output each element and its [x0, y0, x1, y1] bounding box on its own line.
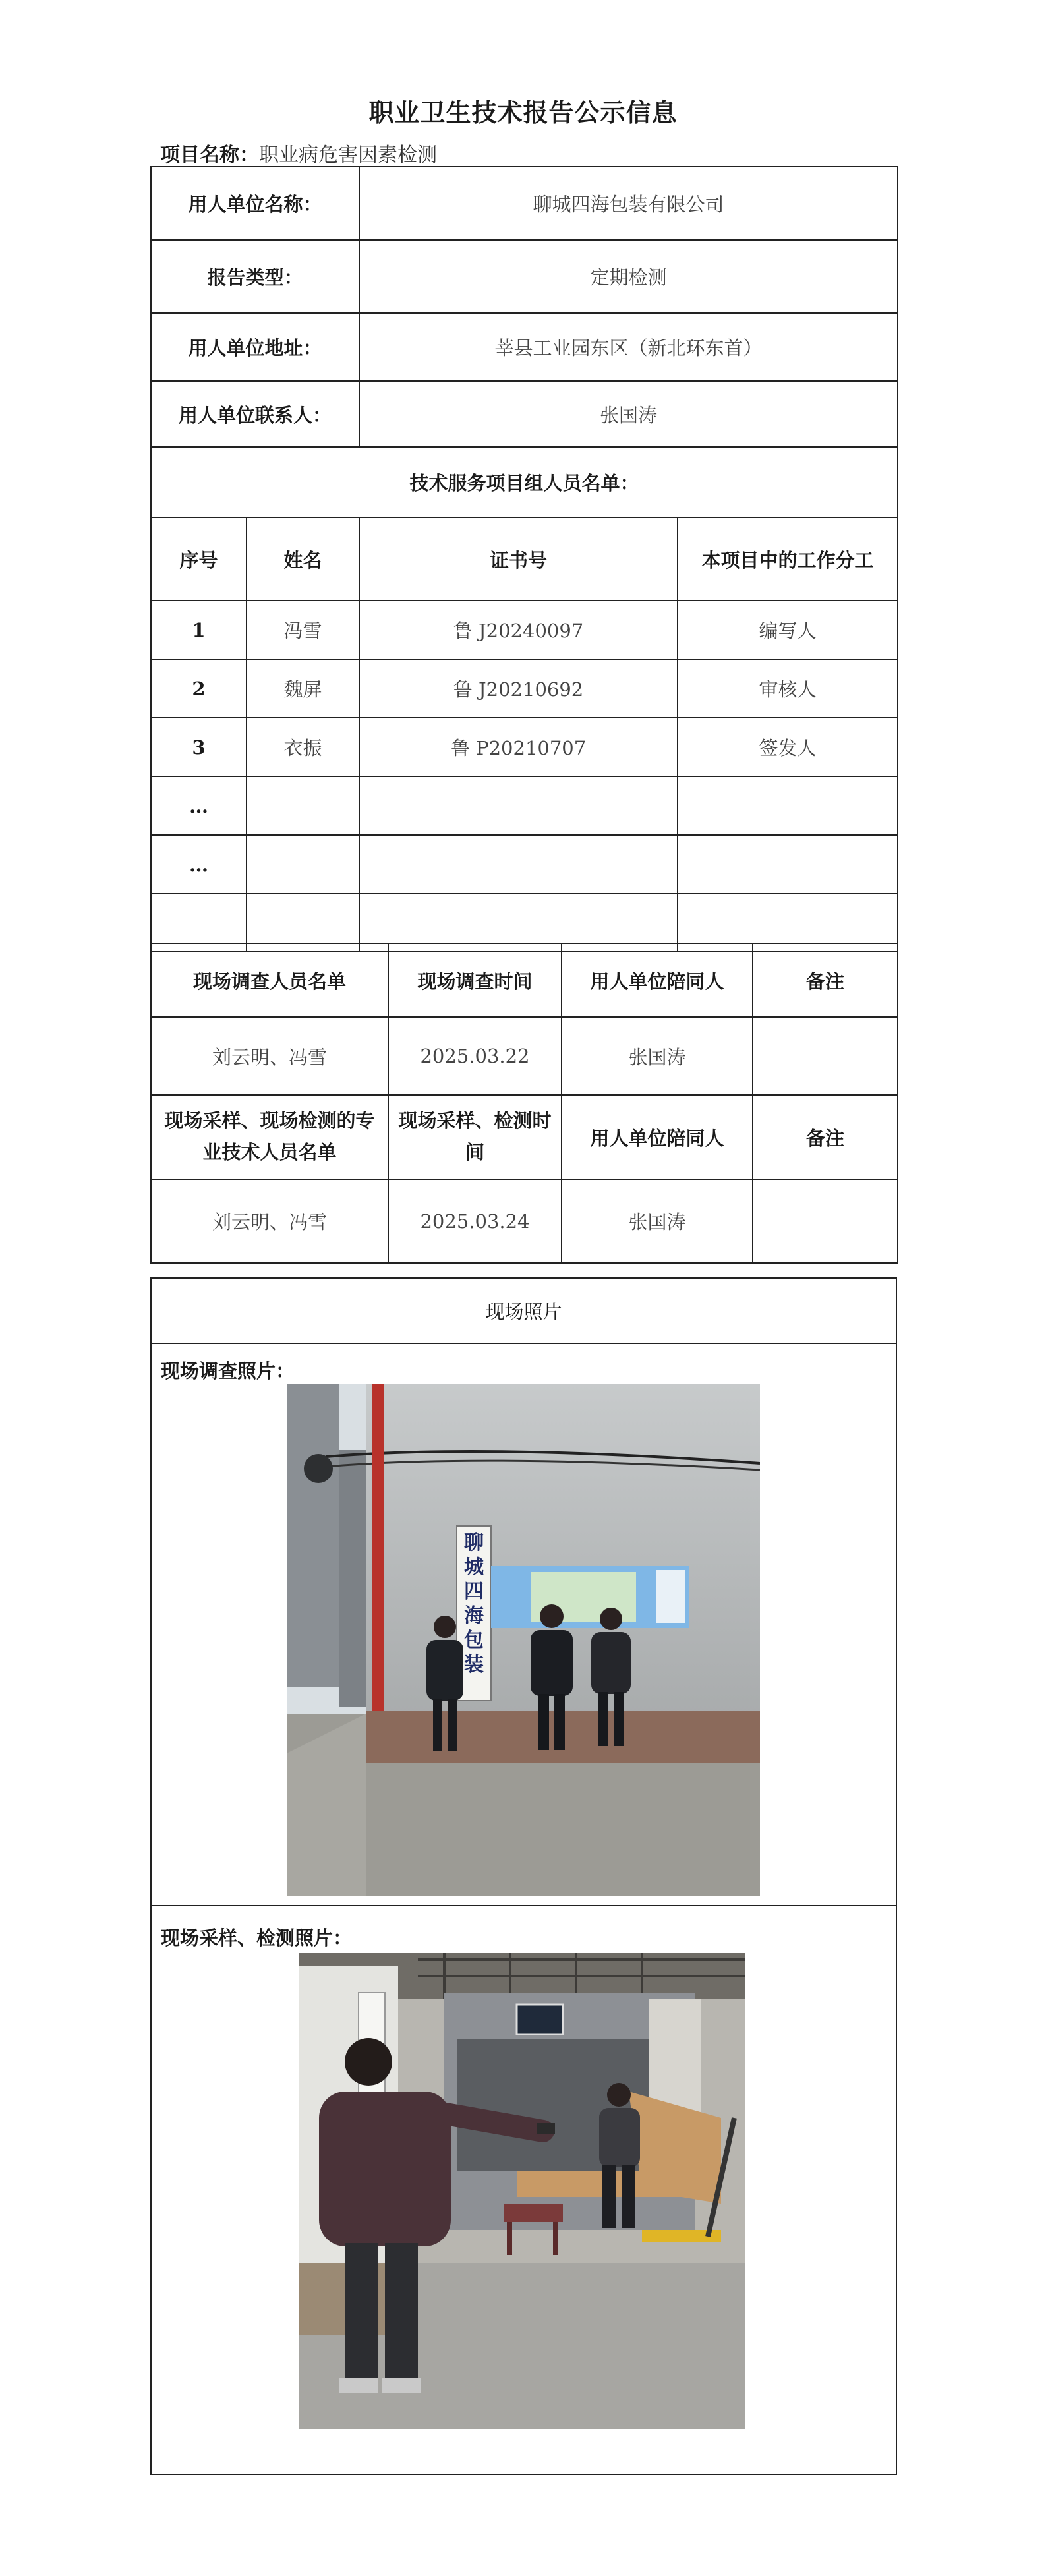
col-cert: 证书号	[359, 517, 678, 600]
sampling-photo-label: 现场采样、检测照片：	[161, 1927, 353, 1949]
company-contact-value: 张国涛	[359, 381, 898, 447]
table-row	[151, 835, 898, 894]
info-row-contact	[151, 381, 898, 447]
member-name: 魏屏	[247, 659, 359, 718]
sampling-header-row	[151, 1095, 898, 1179]
member-role: 编写人	[678, 600, 898, 659]
team-columns-row	[151, 517, 898, 600]
member-no: 3	[151, 718, 247, 776]
member-name: 冯雪	[247, 600, 359, 659]
project-name-label: 项目名称：	[160, 144, 259, 167]
survey-photo-image	[287, 1384, 760, 1896]
info-table	[150, 166, 898, 952]
member-cert	[359, 835, 678, 894]
sampling-time: 2025.03.24	[388, 1179, 562, 1263]
survey-note-header: 备注	[753, 943, 898, 1017]
member-name	[247, 835, 359, 894]
company-contact-label: 用人单位联系人：	[151, 381, 359, 447]
table-row	[151, 600, 898, 659]
sampling-escort: 张国涛	[562, 1179, 753, 1263]
team-header: 技术服务项目组人员名单：	[151, 447, 898, 517]
table-row	[151, 718, 898, 776]
survey-photo	[287, 1384, 760, 1896]
member-role	[678, 776, 898, 835]
info-row-report-type	[151, 240, 898, 313]
member-no: …	[151, 776, 247, 835]
member-cert: 鲁 J20240097	[359, 600, 678, 659]
info-row-company	[151, 167, 898, 240]
table-row	[151, 659, 898, 718]
member-name: 衣振	[247, 718, 359, 776]
report-type-value: 定期检测	[359, 240, 898, 313]
member-role: 审核人	[678, 659, 898, 718]
report-type-label: 报告类型：	[151, 240, 359, 313]
sampling-data-row	[151, 1179, 898, 1263]
photo-divider	[152, 1905, 896, 1906]
member-role: 签发人	[678, 718, 898, 776]
col-name: 姓名	[247, 517, 359, 600]
info-row-address	[151, 313, 898, 381]
member-name	[247, 776, 359, 835]
sampling-note	[753, 1179, 898, 1263]
photo-section-header: 现场照片	[152, 1279, 896, 1344]
member-cert: 鲁 J20210692	[359, 659, 678, 718]
member-no: 2	[151, 659, 247, 718]
survey-time: 2025.03.22	[388, 1017, 562, 1095]
sampling-note-header: 备注	[753, 1095, 898, 1179]
sampling-photo-image	[299, 1953, 745, 2429]
company-address-value: 莘县工业园东区（新北环东首）	[359, 313, 898, 381]
member-no: 1	[151, 600, 247, 659]
page-title: 职业卫生技术报告公示信息	[368, 98, 678, 127]
member-cert: 鲁 P20210707	[359, 718, 678, 776]
svg-text:四: 四	[464, 1580, 484, 1603]
survey-escort-header: 用人单位陪同人	[562, 943, 753, 1017]
survey-photo-label: 现场调查照片：	[161, 1360, 295, 1382]
svg-text:包: 包	[464, 1629, 484, 1652]
member-no: …	[151, 835, 247, 894]
company-address-label: 用人单位地址：	[151, 313, 359, 381]
member-cert	[359, 776, 678, 835]
survey-time-header: 现场调查时间	[388, 943, 562, 1017]
col-no: 序号	[151, 517, 247, 600]
survey-staff: 刘云明、冯雪	[151, 1017, 388, 1095]
survey-escort: 张国涛	[562, 1017, 753, 1095]
sampling-time-header: 现场采样、检测时间	[388, 1095, 562, 1179]
svg-text:装: 装	[464, 1653, 484, 1676]
project-name-value: 职业病危害因素检测	[259, 144, 437, 167]
member-role	[678, 835, 898, 894]
survey-note	[753, 1017, 898, 1095]
sampling-staff-header: 现场采样、现场检测的专业技术人员名单	[151, 1095, 388, 1179]
company-name-value: 聊城四海包装有限公司	[359, 167, 898, 240]
sampling-escort-header: 用人单位陪同人	[562, 1095, 753, 1179]
sampling-staff: 刘云明、冯雪	[151, 1179, 388, 1263]
svg-text:城: 城	[464, 1556, 484, 1579]
company-name-label: 用人单位名称：	[151, 167, 359, 240]
survey-header-row	[151, 943, 898, 1017]
svg-text:海: 海	[464, 1604, 484, 1627]
project-name-line	[160, 138, 437, 167]
col-role: 本项目中的工作分工	[678, 517, 898, 600]
crew-table	[150, 943, 898, 1264]
survey-data-row	[151, 1017, 898, 1095]
table-row	[151, 776, 898, 835]
photo-section	[150, 1277, 897, 2475]
team-header-row	[151, 447, 898, 517]
svg-text:聊: 聊	[464, 1531, 484, 1554]
sampling-photo	[299, 1953, 745, 2429]
survey-staff-header: 现场调查人员名单	[151, 943, 388, 1017]
